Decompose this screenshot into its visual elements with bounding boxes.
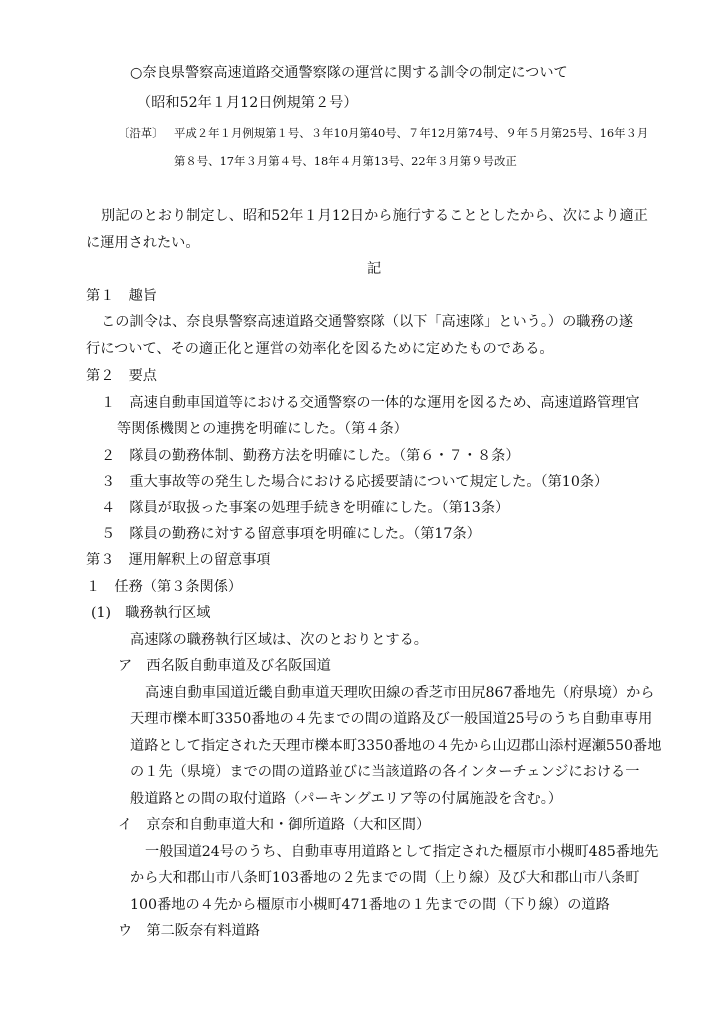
section-2-item-2: ２ 隊員の勤務体制、勤務方法を明確にした。（第６・７・８条） [101,448,520,464]
section-3-sub-1-1: (1) 職務執行区域 [91,605,211,621]
section-3-sub-1: １ 任務（第３条関係） [86,579,243,595]
item-i-line-1: 一般国道24号のうち、自動車専用道路として指定された橿原市小槻町485番地先 [145,844,659,860]
item-a-line-1: 高速自動車国道近畿自動車道天理吹田線の香芝市田尻867番地先（府県境）から [145,685,655,701]
history-line-1: 平成２年１月例規第１号、３年10月第40号、７年12月第74号、９年５月第25号、16年３月 [174,126,649,140]
intro-line-1: 別記のとおり制定し、昭和52年１月12日から施行することとしたから、次により適正 [101,208,648,224]
section-1-heading: 第１ 趣旨 [86,288,157,304]
intro-line-2: に運用されたい。 [86,235,200,251]
item-a-line-3: 道路として指定された天理市櫟本町3350番地の４先から山辺郡山添村遅瀬550番地 [130,738,662,754]
section-3-sub-1-1-text: 高速隊の職務執行区域は、次のとおりとする。 [130,632,428,648]
document-title: ○奈良県警察高速道路交通警察隊の運営に関する訓令の制定について [130,65,568,81]
item-a-line-5: 般道路との間の取付道路（パーキングエリア等の付属施設を含む。） [130,791,563,807]
section-1-line-1: この訓令は、奈良県警察高速道路交通警察隊（以下「高速隊」という。）の職務の遂 [101,314,634,330]
section-2-item-5: ５ 隊員の勤務に対する留意事項を明確にした。（第17条） [101,526,481,542]
section-3-heading: 第３ 運用解釈上の留意事項 [86,552,271,568]
document-subtitle: （昭和52年１月12日例規第２号） [137,95,358,111]
section-2-heading: 第２ 要点 [86,368,157,384]
item-a-line-2: 天理市櫟本町3350番地の４先までの間の道路及び一般国道25号のうち自動車専用 [130,711,653,727]
section-2-item-1-line-1: １ 高速自動車国道等における交通警察の一体的な運用を図るため、高速道路管理官 [101,395,640,411]
history-line-2: 第８号、17年３月第４号、18年４月第13号、22年３月第９号改正 [174,154,517,168]
history-label: 〔沿革〕 [118,126,164,140]
section-1-line-2: 行について、その適正化と運営の効率化を図るために定めたものである。 [86,341,554,357]
item-a-line-4: の１先（県境）までの間の道路並びに当該道路の各インターチェンジにおける一 [130,764,640,780]
item-i-line-2: から大和郡山市八条町103番地の２先までの間（上り線）及び大和郡山市八条町 [130,870,640,886]
item-i-heading: イ 京奈和自動車道大和・御所道路（大和区間） [118,817,431,833]
item-u-heading: ウ 第二阪奈有料道路 [118,923,260,939]
item-a-heading: ア 西名阪自動車道及び名阪国道 [118,658,331,674]
section-2-item-3: ３ 重大事故等の発生した場合における応援要請について規定した。（第10条） [101,474,609,490]
section-2-item-4: ４ 隊員が取扱った事案の処理手続きを明確にした。（第13条） [101,500,510,516]
item-i-line-3: 100番地の４先から橿原市小槻町471番地の１先までの間（下り線）の道路 [130,897,610,913]
section-2-item-1-line-2: 等関係機関との連携を明確にした。（第４条） [117,421,408,437]
ki-heading: 記 [367,261,382,277]
